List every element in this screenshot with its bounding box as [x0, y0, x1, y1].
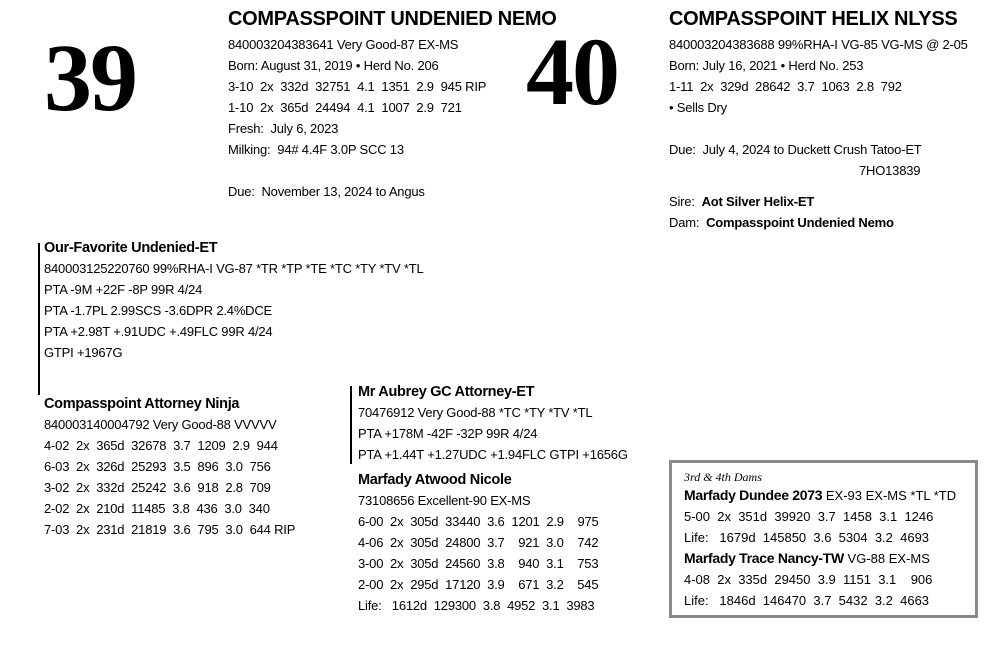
mgd-line-4: 3-00 2x 305d 24560 3.8 940 3.1 753	[358, 556, 599, 571]
mgs-line-1: 70476912 Very Good-88 *TC *TY *TV *TL	[358, 405, 593, 420]
lot-40-due: Due: July 4, 2024 to Duckett Crush Tatoo-ET	[669, 142, 922, 157]
lot-40-sire-name: Aot Silver Helix-ET	[701, 194, 815, 209]
fourth-dam-name: Marfady Trace Nancy-TW	[684, 550, 844, 566]
fourth-dam-classification: VG-88 EX-MS	[843, 551, 930, 566]
sire-block	[44, 238, 424, 363]
dam-line-3: 6-03 2x 326d 25293 3.5 896 3.0 756	[44, 459, 271, 474]
dam-label: Dam:	[669, 215, 700, 230]
lot-40-due-code: 7HO13839	[859, 163, 921, 178]
lot-40-born: Born: July 16, 2021 • Herd No. 253	[669, 58, 864, 73]
dams-box-title: 3rd & 4th Dams	[684, 470, 762, 484]
lot-39-cow-name: COMPASSPOINT UNDENIED NEMO	[228, 8, 557, 30]
lot-40-sells-dry: • Sells Dry	[669, 100, 727, 115]
dam-line-4: 3-02 2x 332d 25242 3.6 918 2.8 709	[44, 480, 271, 495]
fourth-dam-record: 4-08 2x 335d 29450 3.9 1151 3.1 906	[684, 572, 933, 587]
fourth-dam-heading	[684, 548, 956, 569]
lot-40-cow-name: COMPASSPOINT HELIX NLYSS	[669, 8, 958, 30]
third-dam-record: 5-00 2x 351d 39920 3.7 1458 3.1 1246	[684, 509, 934, 524]
mgd-line-5: 2-00 2x 295d 17120 3.9 671 3.2 545	[358, 577, 599, 592]
mgd-line-6: Life: 1612d 129300 3.8 4952 3.1 3983	[358, 598, 595, 613]
pedigree-bracket-left	[38, 243, 40, 395]
sire-line-2: PTA -9M +22F -8P 99R 4/24	[44, 282, 203, 297]
third-dam-classification: EX-93 EX-MS *TL *TD	[822, 488, 957, 503]
mgd-line-1: 73108656 Excellent-90 EX-MS	[358, 493, 531, 508]
mgd-line-3: 4-06 2x 305d 24800 3.7 921 3.0 742	[358, 535, 599, 550]
sire-line-3: PTA -1.7PL 2.99SCS -3.6DPR 2.4%DCE	[44, 303, 273, 318]
dam-block	[44, 394, 295, 540]
third-dam-name: Marfady Dundee 2073	[684, 487, 823, 503]
dam-line-1: 840003140004792 Very Good-88 VVVVV	[44, 417, 277, 432]
third-dam-life: Life: 1679d 145850 3.6 5304 3.2 4693	[684, 530, 930, 545]
dam-line-2: 4-02 2x 365d 32678 3.7 1209 2.9 944	[44, 438, 278, 453]
lot-39-record-1: 3-10 2x 332d 32751 4.1 1351 2.9 945 RIP	[228, 79, 487, 94]
third-dam-heading	[684, 485, 956, 506]
lot-40-dam-name: Compasspoint Undenied Nemo	[706, 215, 894, 230]
dam-line-6: 7-03 2x 231d 21819 3.6 795 3.0 644 RIP	[44, 522, 296, 537]
lot-39-milking: Milking: 94# 4.4F 3.0P SCC 13	[228, 142, 404, 157]
lot-39-born: Born: August 31, 2019 • Herd No. 206	[228, 58, 439, 73]
mgs-name: Mr Aubrey GC Attorney-ET	[358, 384, 535, 400]
lot-39-registration: 840003204383641 Very Good-87 EX-MS	[228, 37, 459, 52]
sire-line-1: 840003125220760 99%RHA-I VG-87 *TR *TP *TE *TC *TY *TV *TL	[44, 261, 424, 276]
sire-line-4: PTA +2.98T +.91UDC +.49FLC 99R 4/24	[44, 324, 273, 339]
mgs-block	[358, 382, 628, 465]
lot-40-details	[669, 34, 968, 233]
lot-40-dam	[669, 212, 968, 233]
mgd-block	[358, 470, 599, 616]
mgs-line-2: PTA +178M -42F -32P 99R 4/24	[358, 426, 538, 441]
mgd-line-2: 6-00 2x 305d 33440 3.6 1201 2.9 975	[358, 514, 599, 529]
mgs-line-3: PTA +1.44T +1.27UDC +1.94FLC GTPI +1656G	[358, 447, 628, 462]
pedigree-bracket-right	[350, 386, 352, 464]
dam-line-5: 2-02 2x 210d 11485 3.8 436 3.0 340	[44, 501, 270, 516]
sire-line-5: GTPI +1967G	[44, 345, 123, 360]
lot-39-fresh: Fresh: July 6, 2023	[228, 121, 339, 136]
lot-number-40: 40	[526, 18, 618, 125]
lot-40-registration: 840003204383688 99%RHA-I VG-85 VG-MS @ 2-05	[669, 37, 968, 52]
lot-40-sire	[669, 191, 968, 212]
lot-39-details	[228, 34, 486, 202]
lot-40-record-1: 1-11 2x 329d 28642 3.7 1063 2.8 792	[669, 79, 902, 94]
dam-name: Compasspoint Attorney Ninja	[44, 396, 240, 412]
lot-39-due: Due: November 13, 2024 to Angus	[228, 184, 425, 199]
third-fourth-dams-box	[669, 460, 978, 618]
fourth-dam-life: Life: 1846d 146470 3.7 5432 3.2 4663	[684, 593, 930, 608]
sire-name: Our-Favorite Undenied-ET	[44, 240, 218, 256]
lot-39-record-2: 1-10 2x 365d 24494 4.1 1007 2.9 721	[228, 100, 462, 115]
lot-number-39: 39	[44, 24, 136, 131]
sire-label: Sire:	[669, 194, 695, 209]
mgd-name: Marfady Atwood Nicole	[358, 472, 512, 488]
